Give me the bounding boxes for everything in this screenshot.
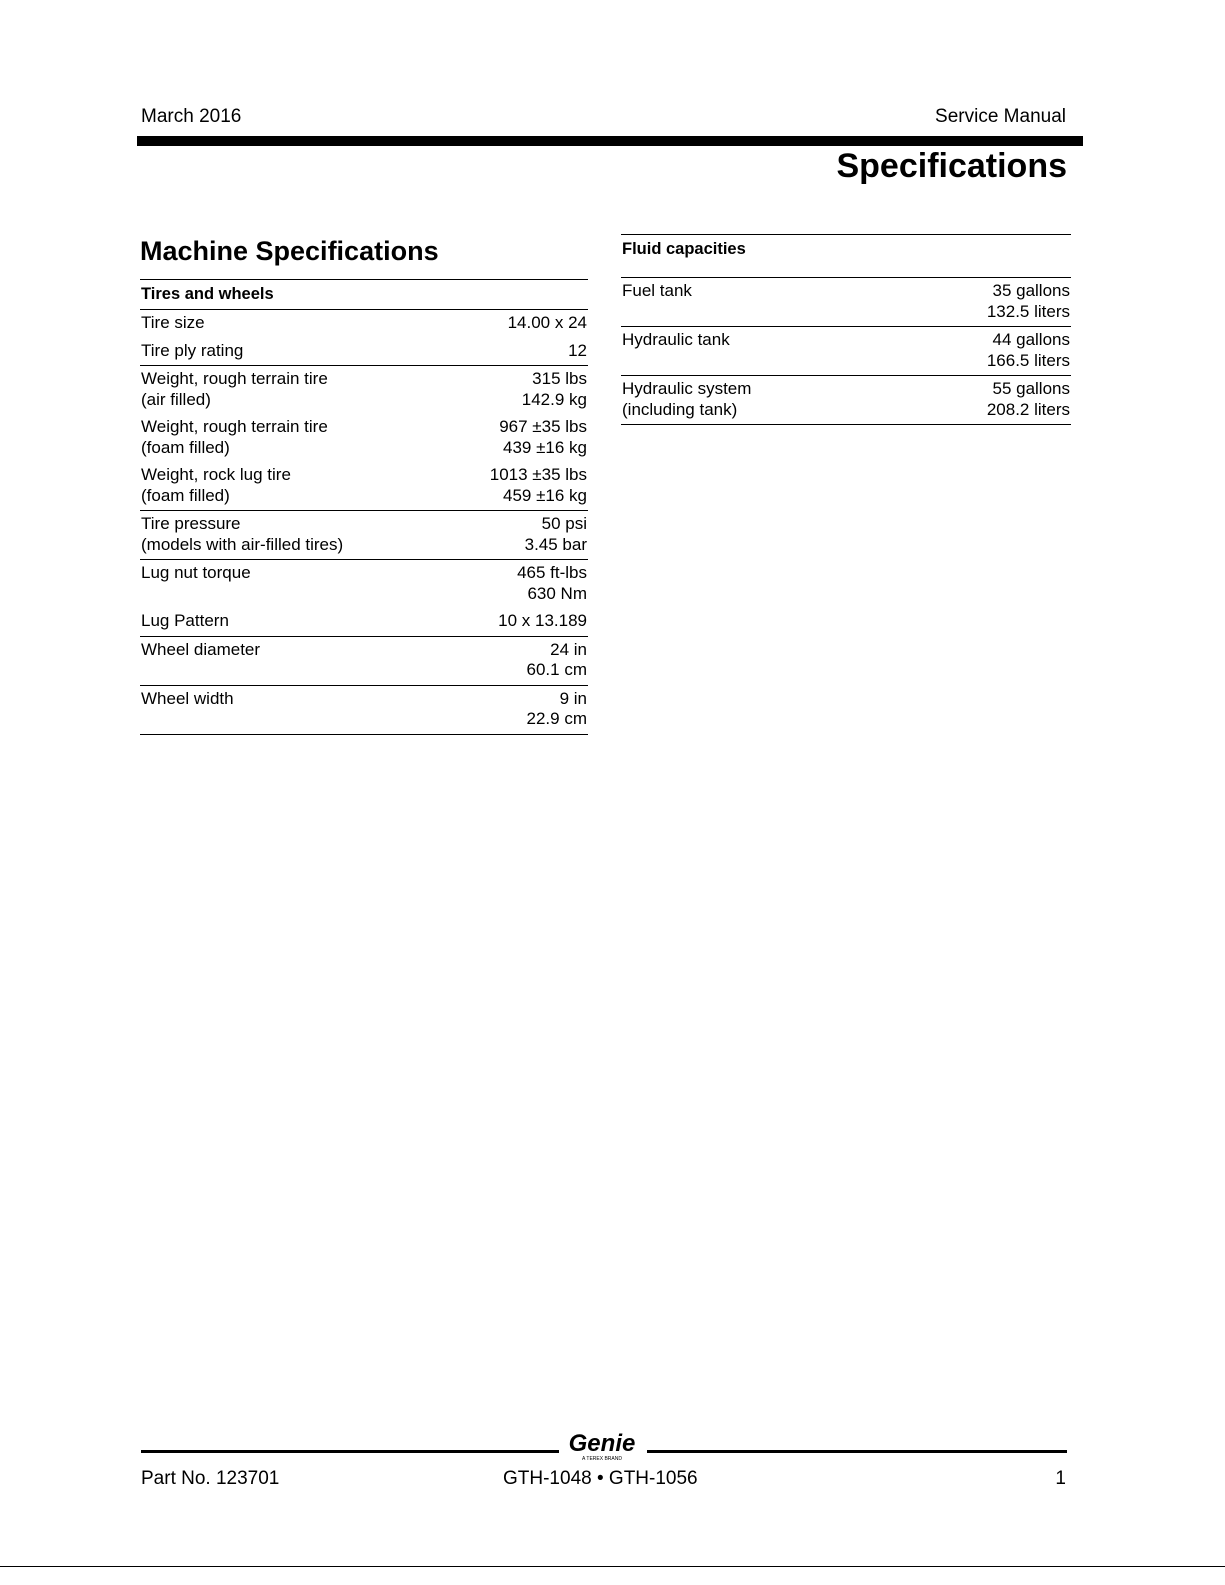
spec-value-line: 315 lbs [532, 369, 587, 388]
spec-value-line: 35 gallons [992, 281, 1070, 300]
spec-value-line: 142.9 kg [521, 389, 587, 409]
tires-and-wheels-row [140, 414, 588, 462]
spec-label-line: (foam filled) [141, 485, 230, 505]
fluid-capacities-row [621, 376, 1071, 425]
footer-models: GTH-1048 • GTH-1056 [503, 1468, 698, 1489]
spec-label [141, 611, 229, 632]
tires-and-wheels-row [140, 560, 588, 608]
spec-label [141, 341, 243, 362]
spec-value [987, 281, 1070, 322]
spec-value [508, 313, 587, 334]
tires-and-wheels-row [140, 686, 588, 735]
spec-label-line: (models with air-filled tires) [141, 534, 344, 554]
header-date: March 2016 [141, 106, 242, 127]
spec-label-line: Hydraulic tank [622, 330, 730, 349]
spec-value [527, 640, 587, 681]
tires-and-wheels-row [140, 462, 588, 511]
spec-label [141, 369, 328, 410]
fluid-capacities-column [621, 234, 1071, 425]
spec-label-line: Wheel width [141, 688, 234, 708]
tires-and-wheels-table-title: Tires and wheels [140, 279, 588, 310]
spec-value-line: 459 ±16 kg [502, 485, 587, 505]
spec-label-line: Lug nut torque [141, 563, 251, 582]
spec-label-line: Fuel tank [622, 281, 692, 300]
spec-label [141, 689, 234, 730]
fluid-capacities-row [621, 278, 1071, 327]
genie-logo [562, 1428, 642, 1464]
genie-logo-tagline: A TEREX BRAND [582, 1456, 622, 1462]
footer-rule-left [141, 1450, 559, 1453]
spec-value-line: 465 ft-lbs [517, 563, 587, 582]
tires-and-wheels-row [140, 310, 588, 338]
spec-value [525, 514, 587, 555]
spec-label-line: (foam filled) [141, 437, 230, 457]
spec-label [622, 379, 751, 420]
spec-value [490, 465, 587, 506]
tires-and-wheels-row [140, 608, 588, 637]
spec-value-line: 10 x 13.189 [498, 611, 587, 630]
header-manual-title: Service Manual [935, 106, 1066, 127]
fluid-capacities-table [621, 278, 1071, 425]
fluid-capacities-row [621, 327, 1071, 376]
spec-value [987, 379, 1070, 420]
spec-label-line: Lug Pattern [141, 611, 229, 630]
tires-and-wheels-row [140, 338, 588, 367]
fluid-capacities-table-title: Fluid capacities [621, 234, 1071, 278]
spec-label-line: Wheel diameter [141, 639, 261, 659]
spec-value [522, 369, 587, 410]
spec-label [141, 417, 328, 458]
spec-value-line: 44 gallons [992, 330, 1070, 349]
spec-label [622, 281, 692, 322]
spec-label [622, 330, 730, 371]
spec-value-line: 50 psi [541, 514, 587, 533]
spec-label [141, 640, 260, 681]
spec-value-line: 208.2 liters [986, 399, 1070, 419]
spec-label-line: Tire pressure [141, 514, 241, 533]
spec-value [498, 611, 587, 632]
spec-value-line: 3.45 bar [524, 534, 587, 554]
spec-value-line: 55 gallons [992, 379, 1070, 398]
footer-part-number: Part No. 123701 [141, 1468, 280, 1489]
spec-value-line: 60.1 cm [526, 660, 587, 679]
spec-label [141, 514, 343, 555]
spec-value-line: 22.9 cm [526, 709, 587, 728]
spec-value-line: 630 Nm [527, 583, 587, 603]
spec-value-line: 1013 ±35 lbs [489, 465, 587, 484]
spec-label-line: (air filled) [141, 389, 211, 409]
spec-value [517, 563, 587, 604]
section-title: Specifications [836, 147, 1067, 185]
footer-page-number: 1 [1055, 1468, 1066, 1489]
tires-and-wheels-row [140, 637, 588, 686]
spec-value-line: 166.5 liters [986, 350, 1070, 370]
machine-specifications-column [140, 234, 588, 735]
spec-value [568, 341, 587, 362]
spec-value [499, 417, 587, 458]
spec-value-line: 132.5 liters [986, 301, 1070, 321]
genie-logo-wordmark: Genie [568, 1430, 636, 1457]
tires-and-wheels-row [140, 511, 588, 560]
spec-value-line: 967 ±35 lbs [499, 417, 587, 436]
spec-value-line: 24 in [550, 639, 587, 659]
spec-value-line: 12 [568, 340, 587, 360]
spec-value-line: 9 in [559, 688, 587, 708]
header-rule [137, 136, 1083, 146]
spec-label [141, 563, 251, 604]
footer-rule-right [647, 1450, 1067, 1453]
spec-value-line: 439 ±16 kg [502, 437, 587, 457]
spec-label-line: Tire ply rating [141, 340, 244, 360]
tires-and-wheels-table [140, 310, 588, 735]
spec-label-line: Hydraulic system [622, 379, 752, 398]
spec-label [141, 313, 205, 334]
spec-value [987, 330, 1070, 371]
machine-specifications-heading: Machine Specifications [140, 236, 439, 266]
page-bottom-edge [0, 1566, 1225, 1567]
spec-label-line: Weight, rock lug tire [141, 465, 291, 484]
spec-label-line: Weight, rough terrain tire [141, 417, 328, 436]
spec-value-line: 14.00 x 24 [507, 313, 587, 332]
tires-and-wheels-row [140, 366, 588, 414]
spec-label-line: Tire size [141, 313, 205, 332]
spec-value [527, 689, 587, 730]
spec-label-line: Weight, rough terrain tire [141, 369, 328, 388]
spec-label [141, 465, 291, 506]
spec-label-line: (including tank) [622, 399, 738, 419]
